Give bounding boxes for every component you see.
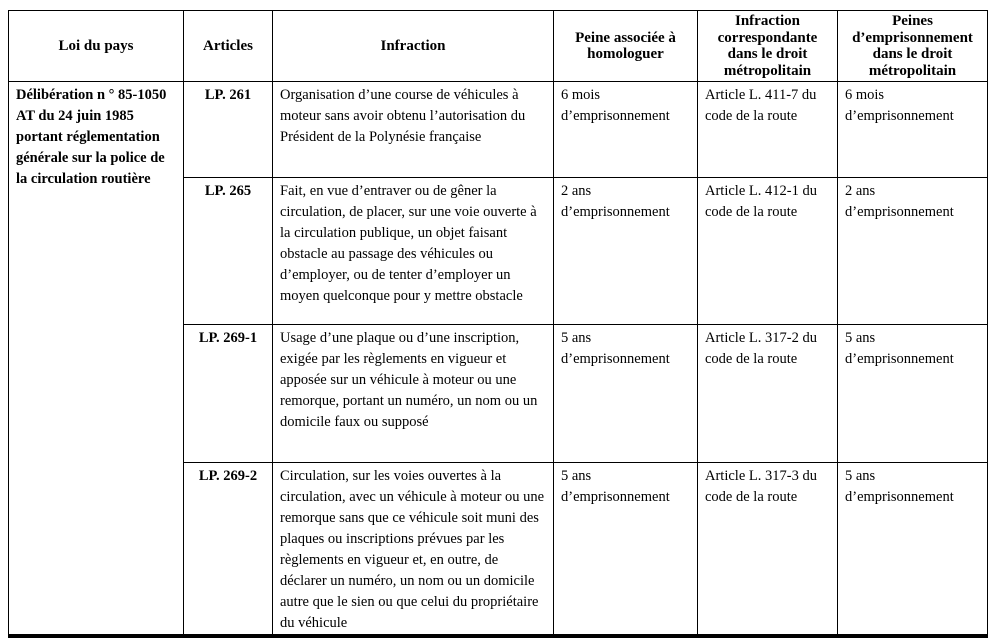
- infraction-cell: Circulation, sur les voies ouvertes à la circulation, avec un véhicule à moteur ou une remorque sans que ce véhicule soit muni des plaques ou inscriptions prévues par les règlements en vigueur et, en outre, de déclarer un numéro, un nom ou un domicile autre que le sien ou que celui du propriétaire du véhicule: [273, 463, 554, 638]
- correspondance-cell: Article L. 412-1 du code de la route: [698, 178, 838, 325]
- peine-metropolitaine-cell: 6 mois d’emprisonnement: [838, 82, 988, 178]
- correspondance-cell: Article L. 317-3 du code de la route: [698, 463, 838, 638]
- infraction-cell: Usage d’une plaque ou d’une inscription, exigée par les règlements en vigueur et apposée sur un véhicule à moteur ou une remorque, portant un numéro, un nom ou un domicile faux ou supposé: [273, 325, 554, 463]
- law-correspondence-table: [8, 10, 988, 638]
- peine-cell: 5 ans d’emprisonnement: [554, 325, 698, 463]
- peine-cell: 2 ans d’emprisonnement: [554, 178, 698, 325]
- page-bottom-rule: [8, 634, 987, 638]
- header-peine-associee: Peine associée à homologuer: [554, 11, 698, 82]
- table-header-row: [9, 11, 988, 82]
- peine-cell: 6 mois d’emprisonnement: [554, 82, 698, 178]
- article-cell: LP. 265: [184, 178, 273, 325]
- peine-metropolitaine-cell: 5 ans d’emprisonnement: [838, 325, 988, 463]
- peine-metropolitaine-cell: 2 ans d’emprisonnement: [838, 178, 988, 325]
- correspondance-cell: Article L. 411-7 du code de la route: [698, 82, 838, 178]
- peine-metropolitaine-cell: 5 ans d’emprisonnement: [838, 463, 988, 638]
- header-articles: Articles: [184, 11, 273, 82]
- header-loi-du-pays: Loi du pays: [9, 11, 184, 82]
- header-peines-emprisonnement: Peines d’emprisonnement dans le droit métropolitain: [838, 11, 988, 82]
- law-cell: Délibération n ° 85-1050 AT du 24 juin 1985 portant réglementation générale sur la police de la circulation routière: [9, 82, 184, 638]
- table-row: [9, 82, 988, 178]
- header-infraction-correspondante: Infraction correspondante dans le droit métropolitain: [698, 11, 838, 82]
- article-cell: LP. 269-2: [184, 463, 273, 638]
- peine-cell: 5 ans d’emprisonnement: [554, 463, 698, 638]
- correspondance-cell: Article L. 317-2 du code de la route: [698, 325, 838, 463]
- article-cell: LP. 261: [184, 82, 273, 178]
- header-infraction: Infraction: [273, 11, 554, 82]
- infraction-cell: Fait, en vue d’entraver ou de gêner la circulation, de placer, sur une voie ouverte à la circulation publique, un objet faisant obstacle au passage des véhicules ou d’employer, ou de tenter d’employer un moyen quelconque pour y mettre obstacle: [273, 178, 554, 325]
- infraction-cell: Organisation d’une course de véhicules à moteur sans avoir obtenu l’autorisation du Président de la Polynésie française: [273, 82, 554, 178]
- article-cell: LP. 269-1: [184, 325, 273, 463]
